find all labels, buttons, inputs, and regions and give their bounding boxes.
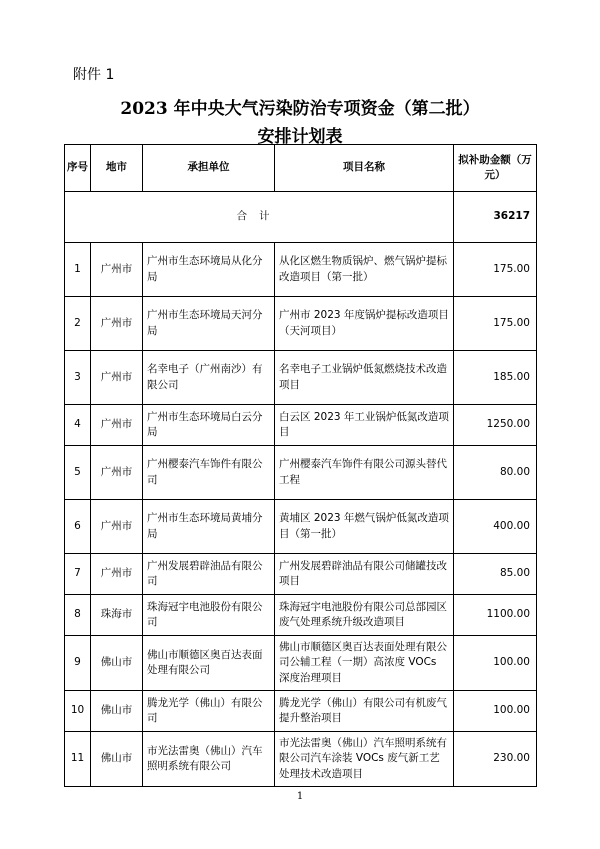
row-unit: 市光法雷奥（佛山）汽车照明系统有限公司 [143,732,275,787]
row-no: 3 [65,351,91,405]
total-value: 36217 [454,192,537,243]
row-no: 1 [65,243,91,297]
row-project: 腾龙光学（佛山）有限公司有机废气提升整治项目 [275,691,454,732]
row-amount: 185.00 [454,351,537,405]
header-unit: 承担单位 [143,145,275,192]
header-city: 地市 [91,145,143,192]
row-project: 广州市 2023 年度锅炉提标改造项目（天河项目） [275,297,454,351]
table-row [65,636,537,691]
row-unit: 腾龙光学（佛山）有限公司 [143,691,275,732]
attachment-label: 附件 1 [73,67,115,83]
header-project: 项目名称 [275,145,454,192]
row-city: 广州市 [91,405,143,446]
table-row [65,500,537,554]
row-project: 佛山市顺德区奥百达表面处理有限公司公辅工程（一期）高浓度 VOCs 深度治理项目 [275,636,454,691]
row-city: 珠海市 [91,595,143,636]
table-row [65,243,537,297]
row-project: 广州樱泰汽车饰件有限公司源头替代工程 [275,446,454,500]
row-city: 佛山市 [91,636,143,691]
row-unit: 名幸电子（广州南沙）有限公司 [143,351,275,405]
row-amount: 400.00 [454,500,537,554]
table-row [65,405,537,446]
table-row [65,554,537,595]
document-subtitle: 安排计划表 [257,127,343,147]
header-no: 序号 [65,145,91,192]
row-project: 珠海冠宇电池股份有限公司总部园区废气处理系统升级改造项目 [275,595,454,636]
row-amount: 100.00 [454,691,537,732]
row-unit: 广州市生态环境局白云分局 [143,405,275,446]
row-amount: 1100.00 [454,595,537,636]
row-city: 广州市 [91,297,143,351]
row-city: 广州市 [91,446,143,500]
row-no: 4 [65,405,91,446]
row-amount: 100.00 [454,636,537,691]
row-no: 2 [65,297,91,351]
table-row [65,351,537,405]
row-no: 10 [65,691,91,732]
row-project: 黄埔区 2023 年燃气锅炉低氮改造项目（第一批） [275,500,454,554]
table-row [65,297,537,351]
row-amount: 85.00 [454,554,537,595]
row-no: 11 [65,732,91,787]
row-project: 市光法雷奥（佛山）汽车照明系统有限公司汽车涂装 VOCs 废气新工艺处理技术改造项目 [275,732,454,787]
row-city: 广州市 [91,351,143,405]
total-label: 合计 [65,192,454,243]
row-unit: 佛山市顺德区奥百达表面处理有限公司 [143,636,275,691]
row-city: 广州市 [91,500,143,554]
row-no: 8 [65,595,91,636]
row-amount: 175.00 [454,243,537,297]
row-unit: 广州市生态环境局天河分局 [143,297,275,351]
table-row [65,595,537,636]
funding-plan-table [64,144,537,787]
table-row [65,691,537,732]
row-unit: 广州樱泰汽车饰件有限公司 [143,446,275,500]
row-no: 7 [65,554,91,595]
row-no: 6 [65,500,91,554]
row-no: 9 [65,636,91,691]
row-no: 5 [65,446,91,500]
row-amount: 1250.00 [454,405,537,446]
row-amount: 175.00 [454,297,537,351]
header-amount: 拟补助金额（万元） [454,145,537,192]
row-unit: 珠海冠宇电池股份有限公司 [143,595,275,636]
row-project: 名幸电子工业锅炉低氮燃烧技术改造项目 [275,351,454,405]
row-unit: 广州市生态环境局黄埔分局 [143,500,275,554]
row-city: 广州市 [91,554,143,595]
row-city: 佛山市 [91,732,143,787]
row-amount: 230.00 [454,732,537,787]
row-project: 从化区燃生物质锅炉、燃气锅炉提标改造项目（第一批） [275,243,454,297]
total-row [65,192,537,243]
table-header-row [65,145,537,192]
row-city: 广州市 [91,243,143,297]
table-row [65,732,537,787]
row-city: 佛山市 [91,691,143,732]
row-unit: 广州发展碧辟油品有限公司 [143,554,275,595]
row-amount: 80.00 [454,446,537,500]
page-number: 1 [296,791,304,802]
row-project: 白云区 2023 年工业锅炉低氮改造项目 [275,405,454,446]
row-project: 广州发展碧辟油品有限公司储罐技改项目 [275,554,454,595]
row-unit: 广州市生态环境局从化分局 [143,243,275,297]
table-row [65,446,537,500]
document-title: 2023 年中央大气污染防治专项资金（第二批） [120,99,480,119]
